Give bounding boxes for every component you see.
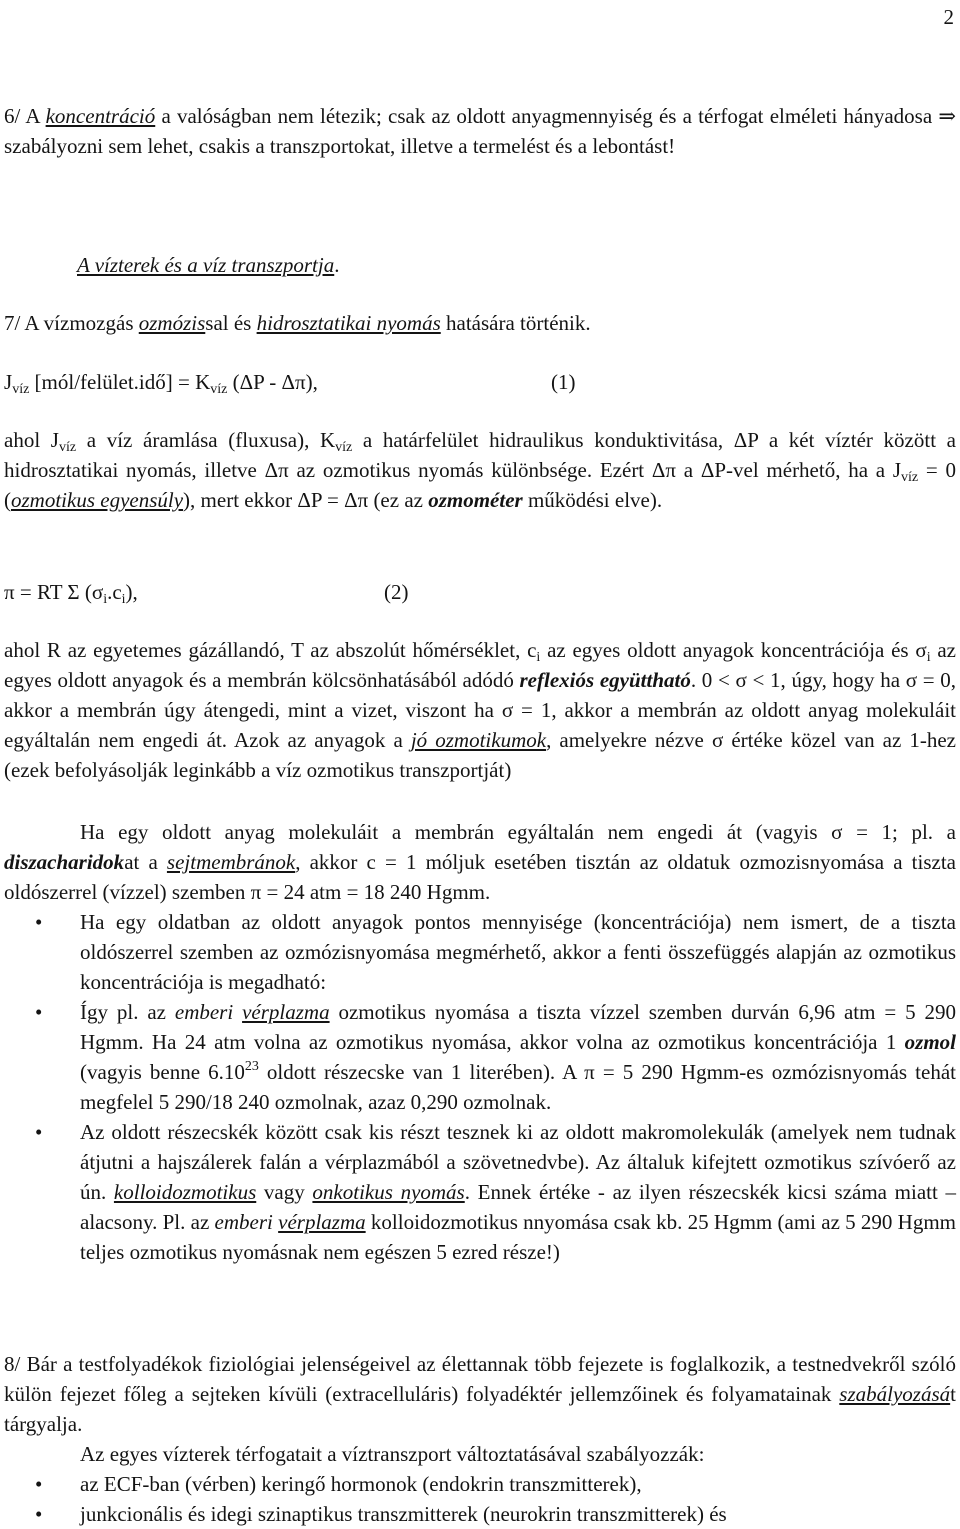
term-jo-ozmotikumok: jó ozmotikumok [410, 728, 547, 752]
paragraph-eq1-explanation: ahol $J_{víz}$ a víz áramlása (fluxusa), $K_{víz}$ a határfelület hidraulikus konduktivitása, ΔP a két víztér között a hidrosztatikai nyomás, illetve Δπ az ozmotikus nyomás különbsége. Ezért Δπ a ΔP-vel mérhető, ha a $J_{víz} = 0$ (ozmotikus egyensúly), mert ekkor ΔP = Δπ (ez az ozmométer működési elve). [4, 428, 956, 512]
equation-1: $J_{víz}$ [mól/felület.idő] = $K_{víz}$ (ΔP - Δπ), (1) [4, 367, 956, 397]
bullet-list-1 [4, 907, 956, 1267]
term-ozmol: ozmol [904, 1030, 956, 1054]
paragraph-6: 6/ A koncentráció a valóságban nem létezik; csak az oldott anyagmennyiség és a térfogat elméleti hányadosa ⇒ szabályozni sem lehet, csakis a transzportokat, illetve a termelést és a lebontást! [4, 104, 956, 158]
paragraph-diszacharidok: Ha egy oldott anyag molekuláit a membrán egyáltalán nem engedi át (vagyis σ = 1; pl. a diszacharidokat a sejtmembránok, akkor c = 1 móljuk esetében tisztán az oldatuk ozmozisnyomása a tiszta oldószerrel (vízzel) szemben π = 24 atm = 18 240 Hgmm. [4, 820, 956, 904]
term-sejtmembranok: sejtmembránok [166, 850, 296, 874]
list-item: • Az oldott részecskék között csak kis részt tesznek ki az oldott makromolekulák (amelyek nem tudnak átjutni a hajszálerek falán a vérplazmából a szövetnedvbe). Az általuk kifejtett ozmotikus szívóerő az ún. kolloidozmotikus vagy onkotikus nyomás. Ennek értéke - az ilyen részecskék kicsi száma miatt – alacsony. Pl. az emberi vérplazma kolloidozmotikus nnyomása csak kb. 25 Hgmm (ami az 5 290 Hgmm teljes ozmotikus nyomásnak nem egészen 5 ezred része!) [4, 1117, 956, 1267]
list-item: • az ECF-ban (vérben) keringő hormonok (endokrin transzmitterek), [4, 1469, 956, 1499]
page-number: 2 [943, 5, 954, 29]
term-verplazma: vérplazma [242, 1000, 330, 1024]
section-title: A vízterek és a víz transzportja. [77, 253, 340, 277]
term-ozmometer: ozmométer [428, 488, 523, 512]
equation-2: π = RT Σ $(\sigma_i.c_i)$, (2) [4, 577, 956, 607]
term-szabalyozasa: szabályozásá [839, 1382, 951, 1406]
paragraph-vizterek: Az egyes vízterek térfogatait a víztranszport változtatásával szabályozzák: [80, 1442, 705, 1466]
bullet-icon: • [35, 1472, 43, 1496]
term-ozmotikus-egyensuly: ozmotikus egyensúly [11, 488, 184, 512]
list-item: • junkcionális és idegi szinaptikus transzmitterek (neurokrin transzmitterek) és [4, 1499, 956, 1529]
bullet-list-2 [4, 1469, 956, 1529]
term-diszacharidok: diszacharidok [4, 850, 125, 874]
equation-1-number: (1) [551, 370, 576, 394]
paragraph-7: 7/ A vízmozgás ozmózissal és hidrosztatikai nyomás hatására történik. [4, 311, 591, 335]
bullet-icon: • [35, 1120, 43, 1144]
bullet-icon: • [35, 1000, 43, 1024]
bullet-icon: • [35, 910, 43, 934]
term-kolloidozmotikus: kolloidozmotikus [113, 1180, 257, 1204]
paragraph-8: 8/ Bár a testfolyadékok fiziológiai jelenségeivel az élettannak több fejezete is foglalkozik, a testnedvekről szóló külön fejezet főleg a sejteken kívüli (extracelluláris) folyadéktér jellemzőinek és folyamatainak szabályozását tárgyalja. [4, 1352, 956, 1436]
term-koncentracio: koncentráció [45, 104, 156, 128]
equation-2-number: (2) [384, 580, 409, 604]
term-hidrosztatikai-nyomas: hidrosztatikai nyomás [256, 311, 441, 335]
list-item: • Ha egy oldatban az oldott anyagok pontos mennyisége (koncentrációja) nem ismert, de a tiszta oldószerrel szemben az ozmózisnyomása megmérhető, akkor a fenti összefüggés alapján az ozmotikus koncentrációja is megadható: [4, 907, 956, 997]
paragraph-eq2-explanation: ahol R az egyetemes gázállandó, T az abszolút hőmérséklet, $c_i$ az egyes oldott anyagok koncentrációja és $\sigma_i$ az egyes oldott anyagok és a membrán kölcsönhatásából adódó reflexiós együttható. 0 < σ < 1, úgy, hogy ha σ = 0, akkor a membrán úgy átengedi, mint a vizet, viszont ha σ = 1, akkor a membrán az oldott anyag molekuláit egyáltalán nem engedi át. Azok az anyagok a jó ozmotikumok, amelyekre nézve σ értéke közel van az 1-hez (ezek befolyásolják leginkább a víz ozmotikus transzportját) [4, 638, 957, 782]
bullet-icon: • [35, 1502, 43, 1526]
term-onkotikus-nyomas: onkotikus nyomás [312, 1180, 465, 1204]
list-item: • Így pl. az emberi vérplazma ozmotikus nyomása a tiszta vízzel szemben durván 6,96 atm = 5 290 Hgmm. Ha 24 atm volna az ozmotikus nyomása, akkor volna az ozmotikus koncentrációja 1 ozmol (vagyis benne 6.10$^{23}$ oldott részecske van 1 literében). A π = 5 290 Hgmm-es ozmózisnyomás tehát megfelel 5 290/18 240 ozmolnak, azaz 0,290 ozmolnak. [4, 997, 956, 1117]
implies-arrow: ⇒ [938, 104, 956, 128]
term-ozmozis: ozmózis [138, 311, 206, 335]
term-reflexios-egyutthato: reflexiós együttható [519, 668, 691, 692]
